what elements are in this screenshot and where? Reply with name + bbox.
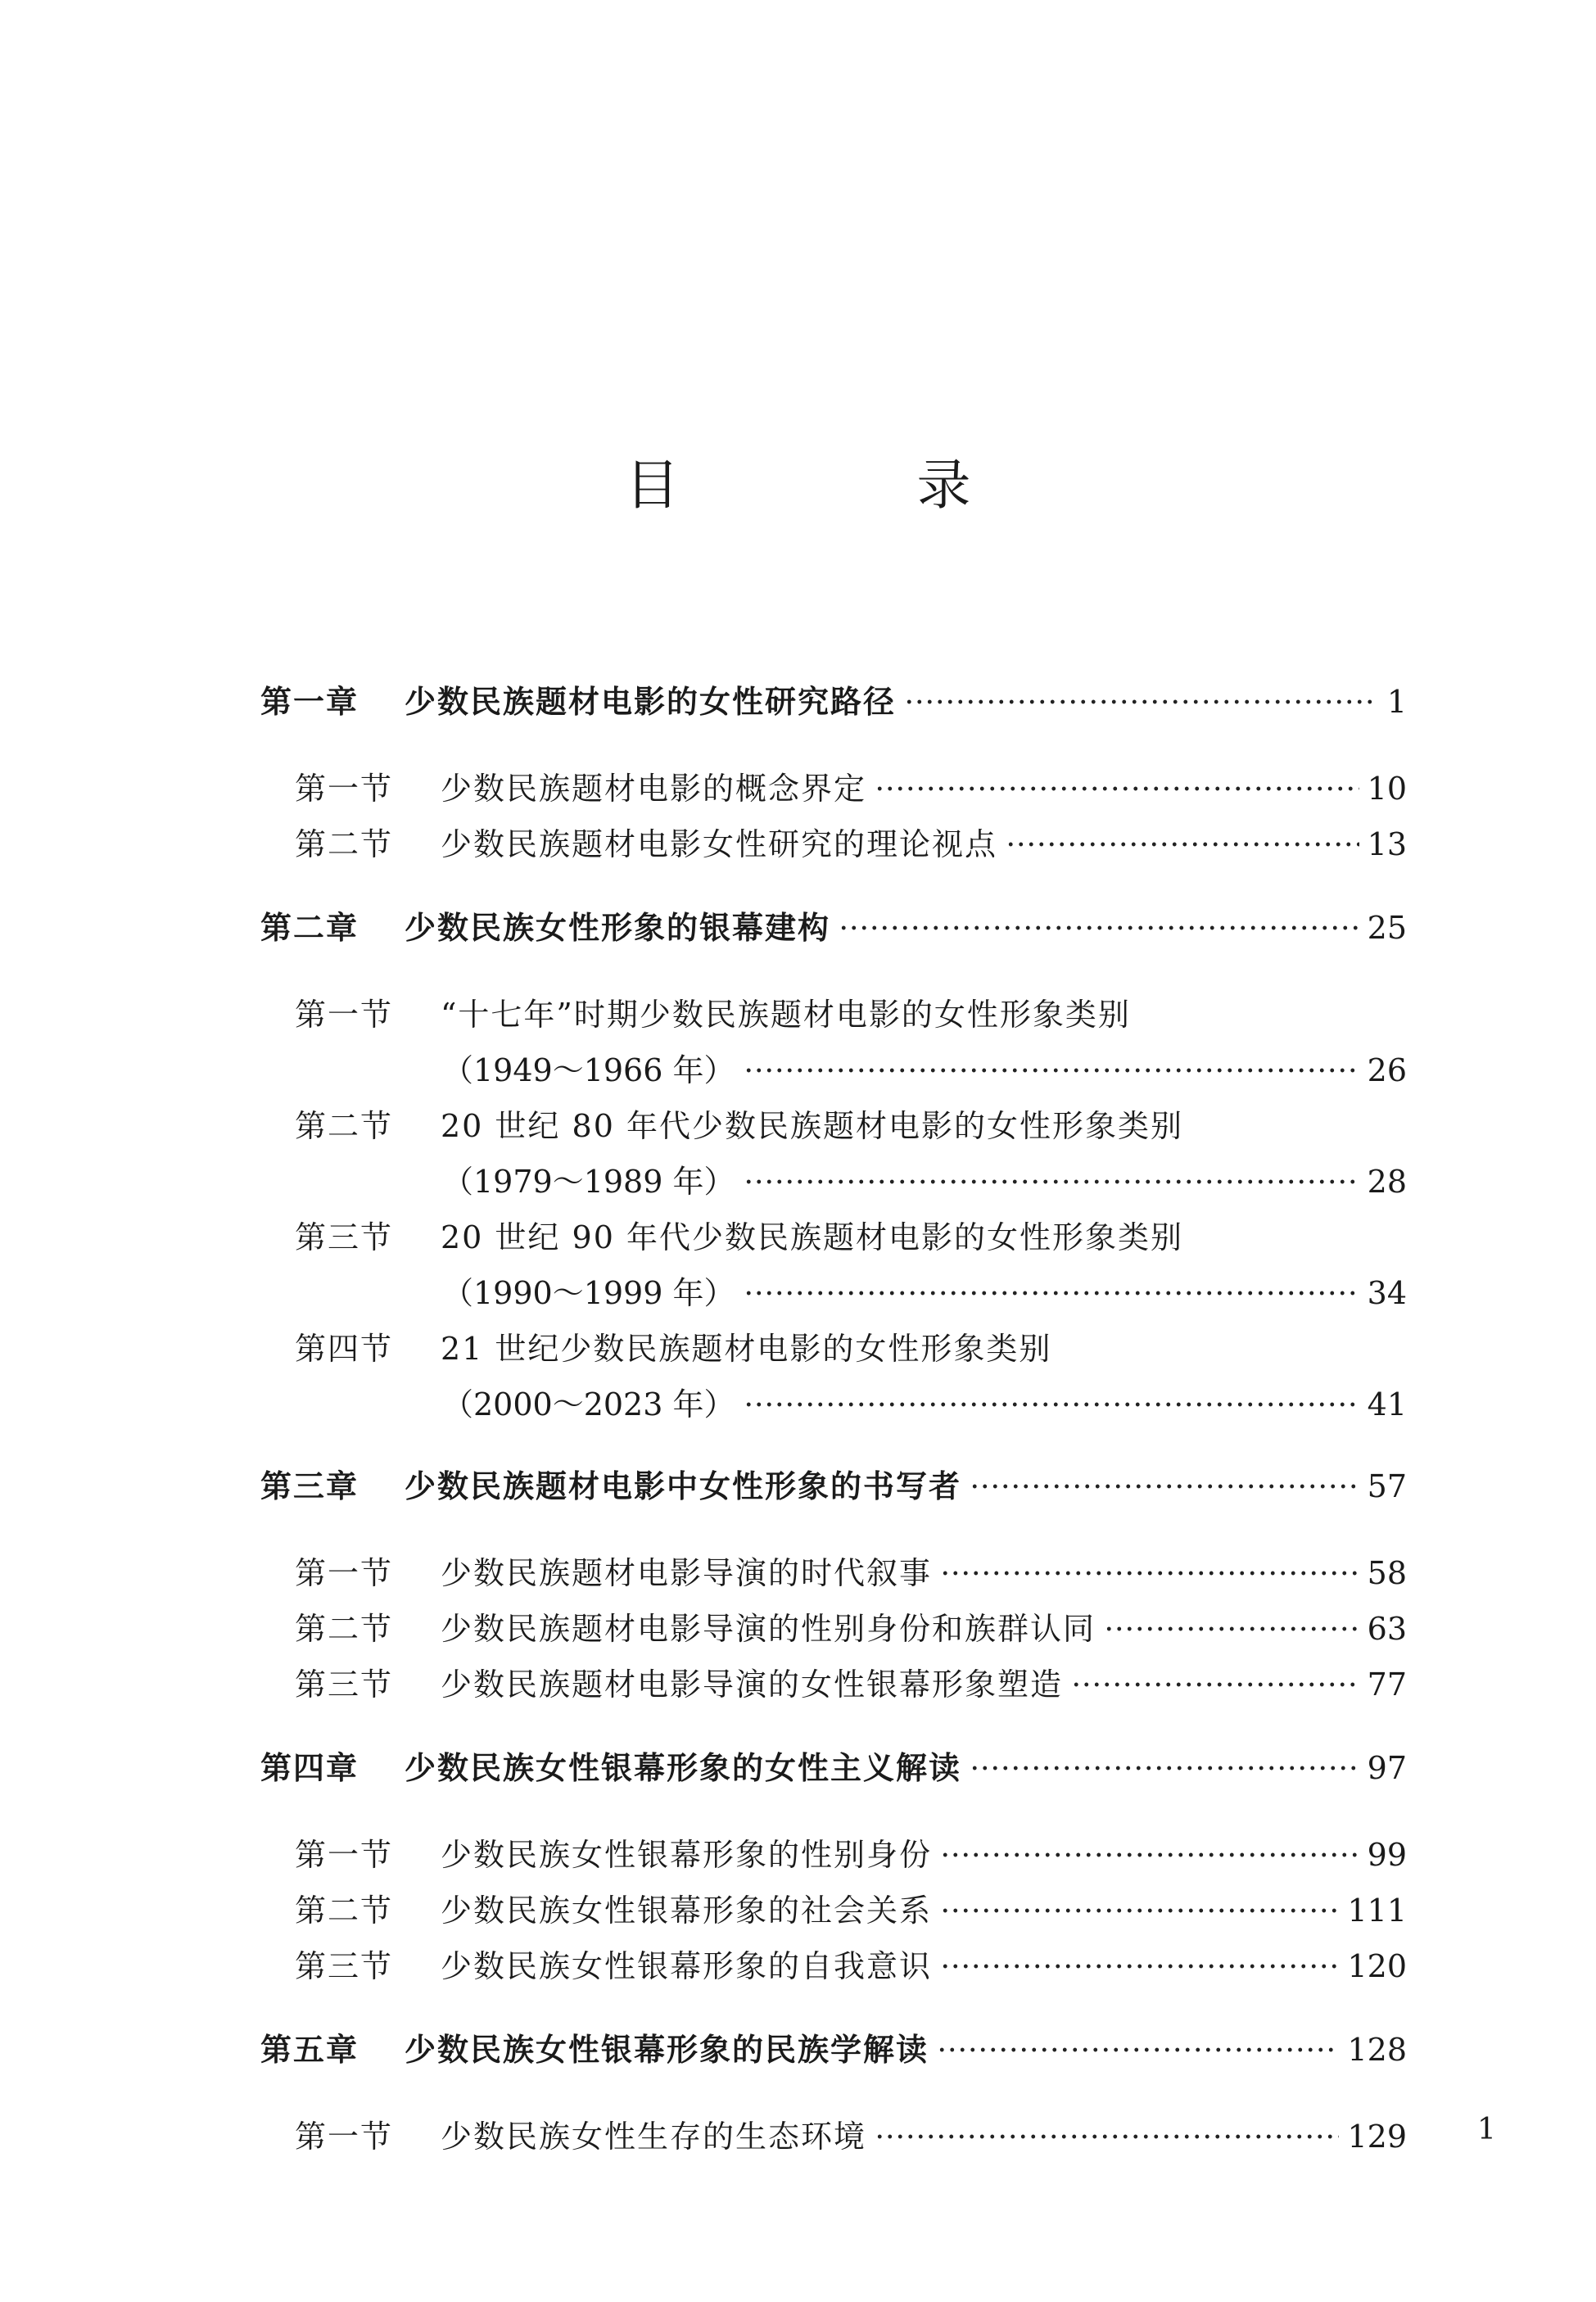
section-title: 少数民族题材电影导演的女性银幕形象塑造 bbox=[441, 1667, 1064, 1703]
toc-section-entry[interactable] bbox=[295, 1555, 1407, 1591]
entry-page-number: 128 bbox=[1347, 2032, 1407, 2068]
toc-entry-continuation bbox=[442, 1052, 1407, 1088]
section-title: 20 世纪 80 年代少数民族题材电影的女性形象类别 bbox=[441, 1108, 1183, 1144]
section-title: 少数民族女性银幕形象的自我意识 bbox=[441, 1948, 933, 1984]
dot-leader bbox=[744, 1174, 1359, 1190]
dot-leader bbox=[970, 1760, 1359, 1776]
dot-leader bbox=[744, 1285, 1359, 1301]
chapter-title: 少数民族女性银幕形象的女性主义解读 bbox=[405, 1750, 962, 1786]
dot-leader bbox=[937, 2042, 1339, 2058]
toc-section-entry[interactable] bbox=[295, 997, 1131, 1033]
entry-page-number: 97 bbox=[1367, 1750, 1407, 1786]
chapter-title: 少数民族题材电影中女性形象的书写者 bbox=[405, 1468, 962, 1504]
entry-date-range: （2000～2023 年） bbox=[442, 1386, 735, 1422]
toc-section-entry[interactable] bbox=[295, 2119, 1407, 2155]
section-label: 第二节 bbox=[295, 1108, 394, 1144]
entry-page-number: 129 bbox=[1347, 2119, 1407, 2155]
dot-leader bbox=[904, 694, 1374, 710]
toc-entry-continuation bbox=[442, 1164, 1407, 1200]
toc-section-entry[interactable] bbox=[295, 826, 1407, 862]
entry-page-number: 77 bbox=[1367, 1667, 1407, 1703]
toc-chapter-entry[interactable] bbox=[260, 910, 1407, 946]
toc-section-entry[interactable] bbox=[295, 1331, 1052, 1367]
entry-page-number: 58 bbox=[1367, 1555, 1407, 1591]
section-title: 少数民族题材电影导演的时代叙事 bbox=[441, 1555, 933, 1591]
chapter-label: 第二章 bbox=[260, 910, 359, 946]
dot-leader bbox=[1071, 1676, 1359, 1693]
section-label: 第三节 bbox=[295, 1948, 394, 1984]
dot-leader bbox=[744, 1062, 1359, 1079]
entry-page-number: 120 bbox=[1347, 1948, 1407, 1984]
section-label: 第二节 bbox=[295, 1893, 394, 1929]
toc-entry-continuation bbox=[442, 1386, 1407, 1422]
toc-section-entry[interactable] bbox=[295, 1837, 1407, 1873]
entry-page-number: 28 bbox=[1367, 1164, 1407, 1200]
entry-page-number: 41 bbox=[1367, 1386, 1407, 1422]
toc-section-entry[interactable] bbox=[295, 1219, 1183, 1255]
chapter-label: 第一章 bbox=[260, 684, 359, 720]
chapter-title: 少数民族题材电影的女性研究路径 bbox=[405, 684, 897, 720]
toc-section-entry[interactable] bbox=[295, 1667, 1407, 1703]
toc-chapter-entry[interactable] bbox=[260, 684, 1407, 720]
dot-leader bbox=[940, 1958, 1339, 1974]
section-label: 第三节 bbox=[295, 1667, 394, 1703]
entry-page-number: 26 bbox=[1367, 1052, 1407, 1088]
dot-leader bbox=[875, 2128, 1339, 2145]
toc-chapter-entry[interactable] bbox=[260, 1468, 1407, 1504]
section-label: 第一节 bbox=[295, 1555, 394, 1591]
dot-leader bbox=[970, 1478, 1359, 1495]
toc-title: 目 录 bbox=[625, 454, 1063, 517]
entry-page-number: 99 bbox=[1367, 1837, 1407, 1873]
entry-page-number: 34 bbox=[1367, 1275, 1407, 1311]
entry-page-number: 10 bbox=[1367, 771, 1407, 807]
chapter-label: 第三章 bbox=[260, 1468, 359, 1504]
section-title: 少数民族题材电影女性研究的理论视点 bbox=[441, 826, 998, 862]
toc-chapter-entry[interactable] bbox=[260, 1750, 1407, 1786]
entry-page-number: 1 bbox=[1386, 684, 1407, 720]
toc-section-entry[interactable] bbox=[295, 1893, 1407, 1929]
section-label: 第一节 bbox=[295, 771, 394, 807]
dot-leader bbox=[839, 920, 1359, 936]
dot-leader bbox=[1006, 836, 1359, 853]
dot-leader bbox=[940, 1902, 1339, 1919]
toc-section-entry[interactable] bbox=[295, 1948, 1407, 1984]
toc-section-entry[interactable] bbox=[295, 771, 1407, 807]
entry-page-number: 111 bbox=[1347, 1893, 1407, 1929]
dot-leader bbox=[940, 1847, 1359, 1863]
section-label: 第三节 bbox=[295, 1219, 394, 1255]
chapter-title: 少数民族女性银幕形象的民族学解读 bbox=[405, 2032, 929, 2068]
section-title: 少数民族题材电影的概念界定 bbox=[441, 771, 867, 807]
dot-leader bbox=[940, 1565, 1359, 1581]
section-label: 第一节 bbox=[295, 997, 394, 1033]
section-title: 21 世纪少数民族题材电影的女性形象类别 bbox=[441, 1331, 1052, 1367]
dot-leader bbox=[875, 780, 1359, 797]
section-label: 第一节 bbox=[295, 1837, 394, 1873]
entry-page-number: 63 bbox=[1367, 1611, 1407, 1647]
entry-page-number: 13 bbox=[1367, 826, 1407, 862]
entry-page-number: 25 bbox=[1367, 910, 1407, 946]
toc-section-entry[interactable] bbox=[295, 1110, 1183, 1142]
section-label: 第二节 bbox=[295, 826, 394, 862]
section-label: 第二节 bbox=[295, 1611, 394, 1647]
entry-date-range: （1979～1989 年） bbox=[442, 1164, 735, 1200]
section-label: 第一节 bbox=[295, 2119, 394, 2155]
entry-date-range: （1990～1999 年） bbox=[442, 1275, 735, 1311]
toc-chapter-entry[interactable] bbox=[260, 2032, 1407, 2068]
chapter-label: 第四章 bbox=[260, 1750, 359, 1786]
section-title: 20 世纪 90 年代少数民族题材电影的女性形象类别 bbox=[441, 1219, 1183, 1255]
section-title: “十七年”时期少数民族题材电影的女性形象类别 bbox=[441, 997, 1131, 1033]
chapter-label: 第五章 bbox=[260, 2032, 359, 2068]
dot-leader bbox=[744, 1396, 1359, 1413]
toc-entry-continuation bbox=[442, 1275, 1407, 1311]
page-number: 1 bbox=[1477, 2113, 1496, 2146]
toc-section-entry[interactable] bbox=[295, 1611, 1407, 1647]
section-title: 少数民族女性银幕形象的社会关系 bbox=[441, 1893, 933, 1929]
section-title: 少数民族题材电影导演的性别身份和族群认同 bbox=[441, 1611, 1096, 1647]
dot-leader bbox=[1104, 1621, 1359, 1637]
section-title: 少数民族女性银幕形象的性别身份 bbox=[441, 1837, 933, 1873]
section-title: 少数民族女性生存的生态环境 bbox=[441, 2119, 867, 2155]
entry-date-range: （1949～1966 年） bbox=[442, 1052, 735, 1088]
chapter-title: 少数民族女性形象的银幕建构 bbox=[405, 910, 831, 946]
section-label: 第四节 bbox=[295, 1331, 394, 1367]
entry-page-number: 57 bbox=[1367, 1468, 1407, 1504]
